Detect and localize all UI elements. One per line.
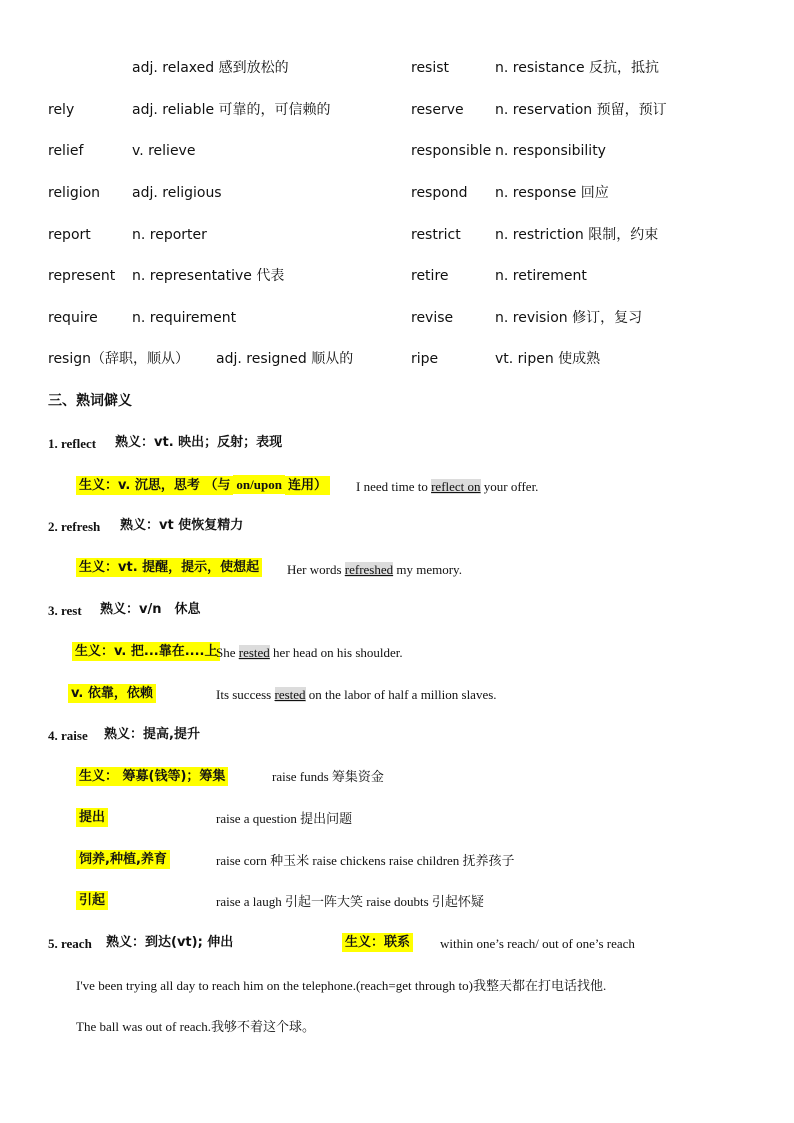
vocab-left-form-1: adj. reliable 可靠的，可信赖的 [132,102,331,118]
item-reflect-new-c: 连用） [285,476,330,495]
item-reflect-example [356,478,538,496]
vocab-left-word-4: report [48,227,91,243]
vocab-right-word-2: responsible [411,143,492,159]
vocab-left-word-1: rely [48,102,75,118]
vocab-right-word-1: reserve [411,102,464,118]
item-rest-ex1-pre: She [216,645,239,660]
vocab-left-word-2: relief [48,143,84,159]
item-rest-ex2-pre: Its success [216,687,275,702]
item-rest-head: 3. rest [48,603,82,618]
item-raise-example1: raise funds 筹集资金 [272,769,384,784]
item-reflect-familiar: 熟义：vt. 映出；反射；表现 [115,435,283,450]
item-reflect-new [76,476,330,495]
item-raise-head: 4. raise [48,728,88,743]
item-rest-ex2-post: on the labor of half a million slaves. [305,687,497,702]
vocab-right-form-6: n. revision 修订，复习 [495,310,643,326]
item-reflect-new-b: on/upon [233,475,285,494]
item-raise-new3 [76,851,170,869]
item-refresh-example [287,561,462,579]
vocab-left-word-6: require [48,310,98,326]
vocab-left-form-0: adj. relaxed 感到放松的 [132,60,289,76]
item-refresh-new [76,559,262,577]
item-refresh-ex-pre: Her words [287,562,345,577]
item-raise-new4-text: 引起 [76,891,108,910]
item-refresh-new-text: 生义：vt. 提醒，提示，使想起 [76,558,262,577]
item-reach-head: 5. reach [48,936,92,951]
item-rest-ex1-post: her head on his shoulder. [269,645,403,660]
vocab-left-word-7: resign（辞职，顺从） [48,351,190,367]
item-raise-new2 [76,809,108,827]
vocab-left-word-5: represent [48,268,116,284]
item-rest-example2 [216,686,497,704]
vocab-right-form-3: n. response 回应 [495,185,609,201]
vocab-right-word-5: retire [411,268,449,284]
item-reflect-head: 1. reflect [48,436,97,451]
item-raise-example3: raise corn 种玉米 raise chickens raise children 抚养孩子 [216,853,515,868]
item-reach-example2: The ball was out of reach.我够不着这个球。 [76,1019,316,1034]
vocab-left-form-3: adj. religious [132,185,222,201]
item-reflect-new-a: 生义：v. 沉思，思考 （与 [76,476,233,495]
vocab-right-form-0: n. resistance 反抗，抵抗 [495,60,660,76]
item-rest-familiar: 熟义：v/n 休息 [100,602,201,617]
item-rest-new1-text: 生义：v. 把...靠在....上 [72,642,220,661]
vocab-right-form-5: n. retirement [495,268,587,284]
item-reflect-ex-pre: I need time to [356,479,432,494]
item-reach-example1: I've been trying all day to reach him on the telephone.(reach=get through to)我整天都在打电话找他. [76,978,607,993]
item-raise-new2-text: 提出 [76,808,108,827]
vocab-left-form-2: v. relieve [132,143,196,159]
item-raise-new1-text: 生义： 筹募(钱等)；筹集 [76,767,228,786]
item-rest-ex1-key: rested [238,645,270,660]
vocab-right-word-6: revise [411,310,454,326]
item-rest-ex2-key: rested [274,687,306,702]
item-raise-new3-text: 饲养,种植,养育 [76,850,170,869]
vocab-left-form-7: adj. resigned 顺从的 [216,351,354,367]
vocab-right-form-7: vt. ripen 使成熟 [495,351,601,367]
vocab-right-form-1: n. reservation 预留，预订 [495,102,667,118]
item-refresh-ex-key: refreshed [344,562,394,577]
item-raise-new4 [76,892,108,910]
item-refresh-ex-post: my memory. [393,562,462,577]
item-reflect-ex-key: reflect on [431,479,481,494]
item-reach-new [342,934,413,952]
item-rest-new1 [72,643,220,661]
item-raise-new1 [76,768,228,786]
vocab-right-word-4: restrict [411,227,461,243]
section-title: 三、熟词僻义 [48,393,132,409]
item-refresh-familiar: 熟义：vt 使恢复精力 [120,518,244,533]
item-reach-example-inline: within one’s reach/ out of one’s reach [440,936,635,951]
item-raise-example2: raise a question 提出问题 [216,811,353,826]
vocab-right-form-2: n. responsibility [495,143,606,159]
vocab-right-word-7: ripe [411,351,439,367]
item-refresh-head: 2. refresh [48,519,101,534]
item-raise-example4: raise a laugh 引起一阵大笑 raise doubts 引起怀疑 [216,894,484,909]
vocab-right-form-4: n. restriction 限制，约束 [495,227,659,243]
vocab-left-form-6: n. requirement [132,310,237,326]
item-reach-new-text: 生义：联系 [342,933,413,952]
item-raise-familiar: 熟义：提高,提升 [104,727,200,742]
item-reach-familiar: 熟义：到达(vt); 伸出 [106,935,234,950]
item-rest-new2-text: v. 依靠，依赖 [68,684,156,703]
vocab-right-word-3: respond [411,185,468,201]
vocab-left-form-5: n. representative 代表 [132,268,285,284]
item-rest-example1 [216,644,403,662]
item-reflect-ex-post: your offer. [480,479,539,494]
vocab-right-word-0: resist [411,60,450,76]
vocab-left-form-4: n. reporter [132,227,207,243]
vocab-left-word-3: religion [48,185,101,201]
item-rest-new2 [68,685,156,703]
